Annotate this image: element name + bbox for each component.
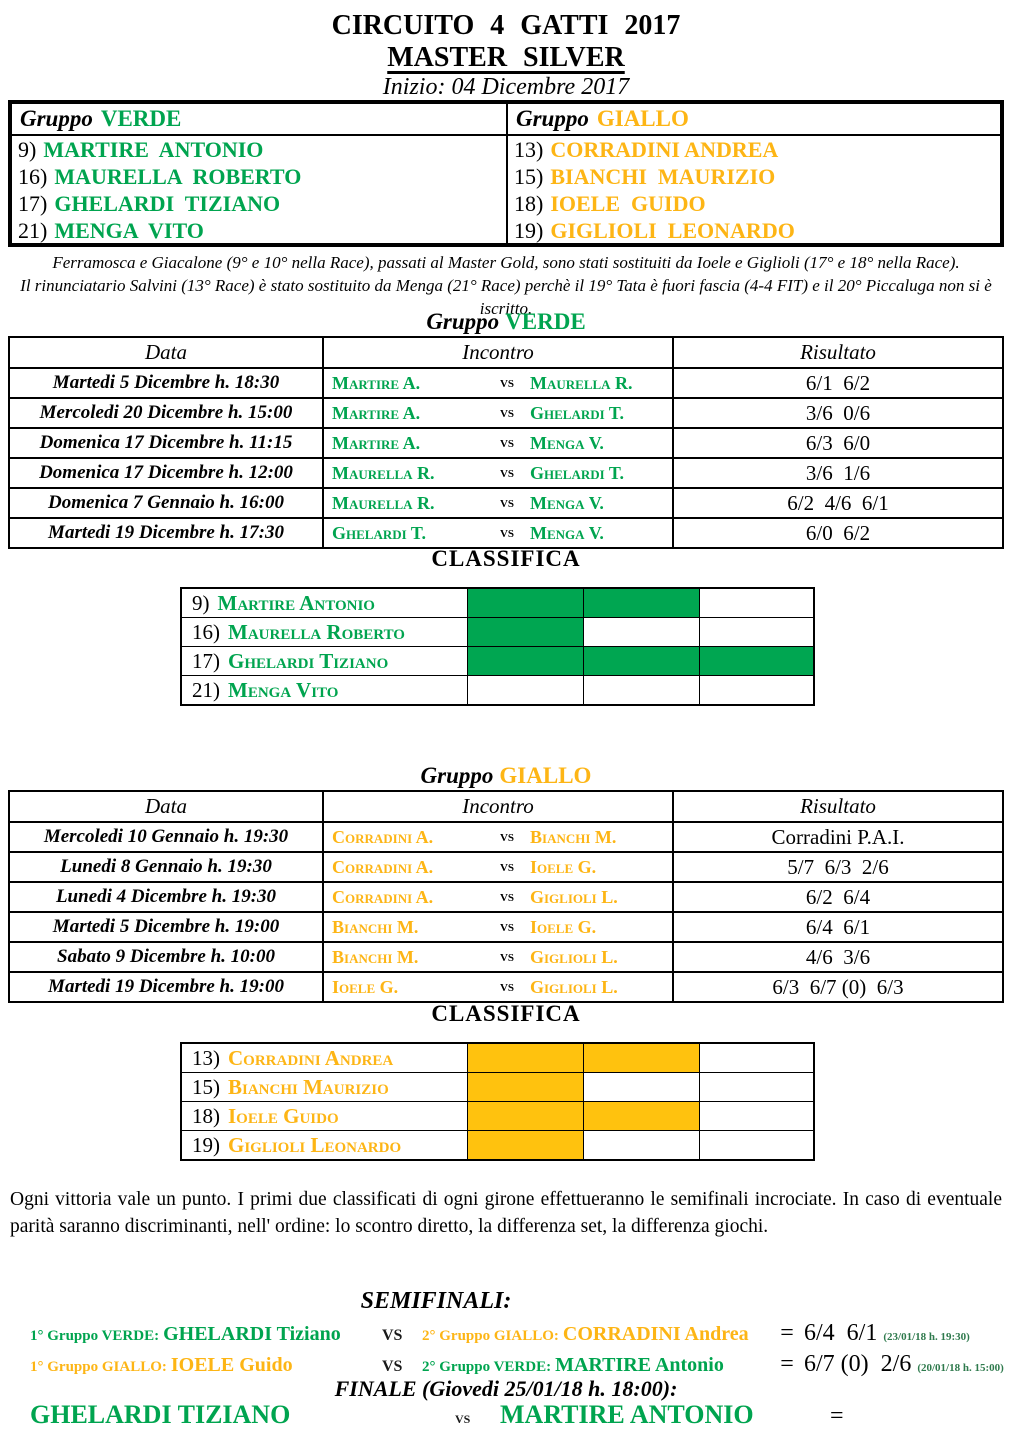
semifinal-row-2 [0,1351,1012,1378]
rules-paragraph: Ogni vittoria vale un punto. I primi due classificati di ogni girone effettueranno le semifinali incrociate. In caso di eventuale parità saranno discriminanti, nell' ordine: lo scontro diretto, la differenza set, la differenza giochi. [10,1189,1002,1237]
player-1: Maurella R. [332,492,435,513]
classifica-giallo-title: CLASSIFICA [431,1001,581,1026]
vs-label: vs [455,1408,471,1427]
vs-label: vs [499,828,515,845]
match-pairing [322,883,672,911]
win-cell [699,676,813,704]
match-pairing [322,489,672,517]
semifinal-datetime: (23/01/18 h. 19:30) [883,1331,970,1343]
group-name-giallo: GIALLO [596,106,689,131]
match-result: 6/0 6/2 [672,519,1002,547]
match-pairing [322,459,672,487]
classifica-row [182,675,813,704]
start-date: Inizio: 04 Dicembre 2017 [382,74,630,100]
verde-match-table [8,336,1004,549]
match-date: Domenica 17 Dicembre h. 11:15 [39,432,293,453]
vs-label: VS [382,1327,403,1344]
table-header-row [10,792,1002,821]
match-date: Domenica 7 Gennaio h. 16:00 [48,492,284,513]
player-name: GHELARDI TIZIANO [54,190,281,216]
groups-box [8,100,1004,247]
player-2: Menga V. [530,492,604,513]
player-1: Ioele G. [332,976,399,997]
player-2: Ghelardi T. [530,402,625,423]
win-cell [699,1102,813,1130]
classifica-player: 21) Menga Vito [192,677,339,702]
player-2: Menga V. [530,432,604,453]
player-1: Martire A. [332,372,421,393]
win-cell [583,676,699,704]
player-1: Bianchi M. [332,916,419,937]
equals-sign: = [780,1351,794,1377]
finalist-2: MARTIRE ANTONIO [500,1400,754,1429]
col-header-risultato: Risultato [672,792,1002,821]
match-row [10,397,1002,427]
player-1: Martire A. [332,402,421,423]
col-header-data: Data [145,794,187,818]
player-row [18,163,506,190]
equals-sign: = [780,1320,794,1346]
player-rank: 15) [514,163,544,189]
match-row [10,941,1002,971]
player-2: Ghelardi T. [530,462,625,483]
match-row [10,971,1002,1001]
win-cell [467,1073,583,1101]
finalist-1: GHELARDI TIZIANO [30,1400,291,1429]
player-row [514,136,1000,163]
match-date: Mercoledi 20 Dicembre h. 15:00 [39,402,293,423]
match-row [10,851,1002,881]
match-pairing [322,369,672,397]
win-cell [583,1131,699,1159]
classifica-player: 16) Maurella Roberto [192,619,405,644]
player-name: MAURELLA ROBERTO [54,163,302,189]
player-1: Corradini A. [332,826,434,847]
player-2: Giglioli L. [530,946,618,967]
win-cell [467,676,583,704]
classifica-row [182,1044,813,1072]
match-result: Corradini P.A.I. [672,823,1002,851]
vs-label: vs [499,434,515,451]
match-result: 3/6 0/6 [672,399,1002,427]
match-date: Lunedi 8 Gennaio h. 19:30 [60,856,272,877]
vs-label: vs [499,858,515,875]
classifica-player: 17) Ghelardi Tiziano [192,648,389,673]
player-row [514,163,1000,190]
note-line: Ferramosca e Giacalone (9° e 10° nella Race), passati al Master Gold, sono stati sostituiti da Ioele e Giglioli (17° e 18° nella Race). [52,253,960,272]
win-cell [467,1102,583,1130]
group-giallo-header [508,104,1000,136]
group-name-verde: VERDE [100,106,182,131]
classifica-verde-title: CLASSIFICA [431,546,581,571]
player-1: Corradini A. [332,886,434,907]
player-2: Giglioli L. [530,976,618,997]
semifinal-row-1 [0,1320,1012,1347]
match-result: 6/2 6/4 [672,883,1002,911]
semifinal-side-2: 2° Gruppo GIALLO: CORRADINI Andrea [422,1323,749,1345]
semifinali-title: SEMIFINALI: [360,1288,512,1314]
win-cell [583,647,699,675]
player-2: Menga V. [530,522,604,543]
win-cell [467,618,583,646]
match-result: 6/2 4/6 6/1 [672,489,1002,517]
semifinal-result: 6/4 6/1 [804,1320,878,1346]
match-date: Sabato 9 Dicembre h. 10:00 [57,946,275,967]
col-header-incontro: Incontro [322,338,672,367]
match-pairing [322,399,672,427]
classifica-row [182,1072,813,1101]
verde-classifica-table [180,587,815,706]
match-row [10,911,1002,941]
player-name: MENGA VITO [54,217,204,243]
page-subtitle: MASTER SILVER [387,42,625,73]
col-header-incontro: Incontro [322,792,672,821]
win-cell [699,589,813,617]
col-header-data: Data [145,340,187,364]
match-result: 6/3 6/7 (0) 6/3 [672,973,1002,1001]
match-row [10,821,1002,851]
vs-label: vs [499,374,515,391]
semifinal-side-2: 2° Gruppo VERDE: MARTIRE Antonio [422,1354,724,1376]
vs-label: vs [499,404,515,421]
classifica-player: 18) Ioele Guido [192,1103,339,1128]
match-date: Martedi 5 Dicembre h. 19:00 [52,916,280,937]
player-rank: 16) [18,163,48,189]
vs-label: vs [499,948,515,965]
vs-label: VS [382,1358,403,1375]
match-date: Martedi 19 Dicembre h. 17:30 [48,522,284,543]
match-result: 6/1 6/2 [672,369,1002,397]
player-name: CORRADINI ANDREA [550,136,779,162]
win-cell [583,1073,699,1101]
win-cell [699,1131,813,1159]
player-1: Martire A. [332,432,421,453]
match-row [10,517,1002,547]
match-row [10,367,1002,397]
player-row [514,190,1000,217]
match-result: 5/7 6/3 2/6 [672,853,1002,881]
player-rank: 13) [514,136,544,162]
semifinal-datetime: (20/01/18 h. 15:00) [917,1362,1004,1374]
player-1: Bianchi M. [332,946,419,967]
vs-label: vs [499,464,515,481]
note-line: Il rinunciatario Salvini (13° Race) è stato sostituito da Menga (21° Race) perchè il 19° Tata è fuori fascia (4-4 FIT) e il 20° Piccaluga non si è iscritto. [20,276,992,318]
player-name: GIGLIOLI LEONARDO [550,217,795,243]
group-verde-players [12,136,506,244]
giallo-classifica-table [180,1042,815,1161]
player-row [514,217,1000,244]
win-cell [699,1073,813,1101]
group-giallo-column [506,104,1000,244]
classifica-row [182,1130,813,1159]
classifica-row [182,646,813,675]
classifica-player: 19) Giglioli Leonardo [192,1132,402,1157]
win-cell [467,589,583,617]
player-1: Maurella R. [332,462,435,483]
group-verde-column [12,104,506,244]
classifica-row [182,1101,813,1130]
player-2: Giglioli L. [530,886,618,907]
classifica-row [182,589,813,617]
classifica-player: 9) Martire Antonio [192,590,375,615]
match-result: 6/4 6/1 [672,913,1002,941]
player-2: Bianchi M. [530,826,617,847]
match-date: Martedi 5 Dicembre h. 18:30 [52,372,280,393]
group-label: Gruppo [20,106,93,131]
vs-label: vs [499,524,515,541]
page-title: CIRCUITO 4 GATTI 2017 [331,10,681,41]
player-rank: 21) [18,217,48,243]
group-label: Gruppo [516,106,589,131]
finale-row [0,1400,1012,1430]
classifica-row [182,617,813,646]
classifica-player: 13) Corradini Andrea [192,1045,394,1070]
player-name: MARTIRE ANTONIO [43,136,264,162]
vs-label: vs [499,888,515,905]
match-date: Mercoledi 10 Gennaio h. 19:30 [43,826,289,847]
win-cell [583,1102,699,1130]
match-date: Martedi 19 Dicembre h. 19:00 [48,976,284,997]
player-rank: 19) [514,217,544,243]
win-cell [583,1044,699,1072]
classifica-player: 15) Bianchi Maurizio [192,1074,389,1099]
match-pairing [322,943,672,971]
win-cell [467,1131,583,1159]
vs-label: vs [499,494,515,511]
match-date: Lunedi 4 Dicembre h. 19:30 [55,886,277,907]
player-1: Corradini A. [332,856,434,877]
match-pairing [322,519,672,547]
player-name: BIANCHI MAURIZIO [550,163,776,189]
match-pairing [322,973,672,1001]
vs-label: vs [499,918,515,935]
finale-title: FINALE (Giovedi 25/01/18 h. 18:00): [334,1376,678,1401]
win-cell [583,589,699,617]
match-row [10,881,1002,911]
semifinal-side-1: 1° Gruppo VERDE: GHELARDI Tiziano [30,1323,341,1345]
table-header-row [10,338,1002,367]
win-cell [467,1044,583,1072]
giallo-section-heading: Gruppo GIALLO [420,763,592,788]
player-rank: 9) [18,136,37,162]
semifinal-result: 6/7 (0) 2/6 [804,1351,912,1377]
player-row [18,217,506,244]
match-result: 4/6 3/6 [672,943,1002,971]
win-cell [467,647,583,675]
equals-sign: = [830,1403,844,1429]
verde-section-heading: Gruppo VERDE [426,309,586,334]
semifinal-side-1: 1° Gruppo GIALLO: IOELE Guido [30,1354,293,1376]
player-1: Ghelardi T. [332,522,427,543]
match-pairing [322,853,672,881]
vs-label: vs [499,978,515,995]
win-cell [699,647,813,675]
player-row [18,136,506,163]
match-row [10,457,1002,487]
win-cell [583,618,699,646]
player-rank: 17) [18,190,48,216]
player-row [18,190,506,217]
player-name: IOELE GUIDO [550,190,706,216]
player-rank: 18) [514,190,544,216]
player-2: Ioele G. [530,916,597,937]
match-date: Domenica 17 Dicembre h. 12:00 [39,462,293,483]
match-pairing [322,823,672,851]
win-cell [699,618,813,646]
match-row [10,427,1002,457]
match-result: 3/6 1/6 [672,459,1002,487]
group-verde-header [12,104,506,136]
win-cell [699,1044,813,1072]
match-pairing [322,913,672,941]
group-giallo-players [508,136,1000,244]
match-row [10,487,1002,517]
match-pairing [322,429,672,457]
col-header-risultato: Risultato [672,338,1002,367]
player-2: Maurella R. [530,372,633,393]
player-2: Ioele G. [530,856,597,877]
match-result: 6/3 6/0 [672,429,1002,457]
giallo-match-table [8,790,1004,1003]
